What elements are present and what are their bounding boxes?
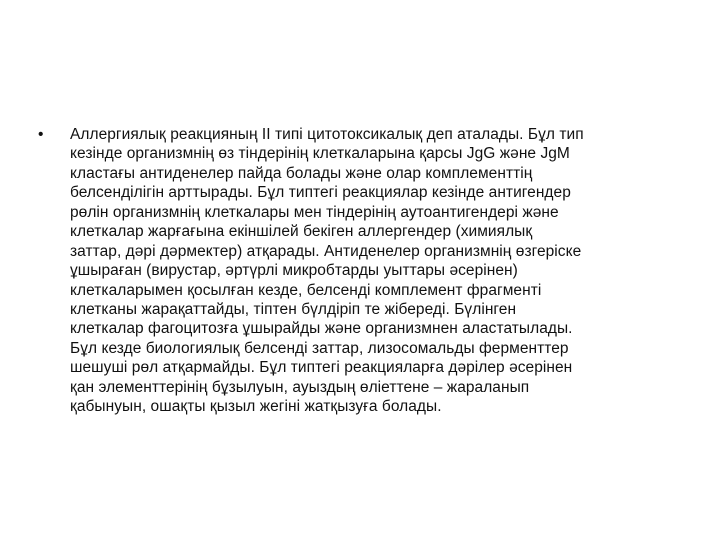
text-line: клеткаларымен қосылған кезде, белсенді комплемент фрагменті bbox=[70, 281, 542, 299]
bullet-paragraph bbox=[38, 125, 688, 417]
text-line: рөлін организмнің клеткалары мен тіндерінің аутоантигендері және bbox=[70, 203, 559, 221]
text-line: клеткалар фагоцитозға ұшырайды және организмнен аластатылады. bbox=[70, 320, 573, 338]
paragraph-text bbox=[70, 125, 688, 417]
text-line: қабынуын, ошақты қызыл жегіні жатқызуға болады. bbox=[70, 398, 442, 416]
text-line: заттар, дәрі дәрмектер) атқарады. Антиденелер организмнің өзгеріске bbox=[70, 242, 582, 260]
text-line: шешуші рөл атқармайды. Бұл типтегі реакцияларға дәрілер әсерінен bbox=[70, 359, 573, 377]
text-line: кластағы антиденелер пайда болады және олар комплементтің bbox=[70, 164, 533, 182]
text-line: қан элементтерінің бұзылуын, ауыздың өліеттене – жараланып bbox=[70, 378, 530, 396]
text-line: белсенділігін арттырады. Бұл типтегі реакциялар кезінде антигендер bbox=[70, 184, 571, 202]
text-line: кезінде организмнің өз тіндерінің клеткаларына қарсы JgG және JgM bbox=[70, 145, 570, 163]
text-line: Аллергиялық реакцияның II типі цитотоксикалық деп аталады. Бұл тип bbox=[70, 126, 584, 143]
text-line: ұшыраған (вирустар, әртүрлі микробтарды уыттары әсерінен) bbox=[70, 262, 518, 280]
text-line: клеткалар жарғағына екіншілей бекіген аллергендер (химиялық bbox=[70, 223, 533, 241]
text-line: клетканы жарақаттайды, тіптен бүлдіріп те жібереді. Бүлінген bbox=[70, 300, 517, 318]
bullet-marker: • bbox=[38, 126, 44, 143]
text-line: Бұл кезде биологиялық белсенді заттар, лизосомальды ферменттер bbox=[70, 339, 569, 357]
